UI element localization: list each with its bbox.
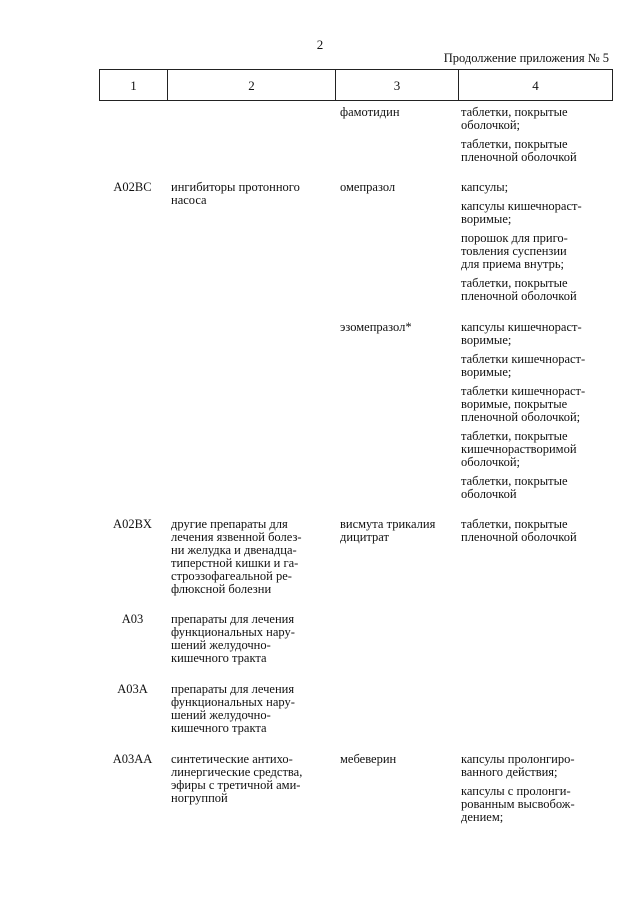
dosage-form-item — [461, 353, 611, 379]
dosage-forms — [461, 518, 611, 550]
dosage-form-line: воримые; — [461, 212, 512, 226]
dosage-form-item — [461, 475, 611, 501]
dosage-form-item — [461, 200, 611, 226]
dosage-form-item — [461, 518, 611, 544]
dosage-form-line: воримые; — [461, 365, 512, 379]
dosage-form-line: таблетки, покрытые — [461, 474, 568, 488]
dosage-forms — [461, 321, 611, 507]
dosage-form-item — [461, 232, 611, 271]
header-col-3: 3 — [336, 70, 459, 101]
atc-code: A03A — [117, 682, 148, 696]
dosage-form-line: капсулы; — [461, 180, 509, 194]
dosage-form-line: порошок для приго- — [461, 231, 568, 245]
dosage-forms — [461, 106, 611, 170]
dosage-form-line: рованным высвобож- — [461, 797, 575, 811]
group-line: кишечного тракта — [171, 651, 267, 665]
header-row — [100, 70, 613, 101]
drug-name — [340, 181, 458, 194]
group-line: ингибиторы протонного — [171, 180, 300, 194]
atc-code: A02BC — [113, 180, 152, 194]
dosage-form-item — [461, 321, 611, 347]
group-line: другие препараты для — [171, 517, 288, 531]
dosage-form-line: капсулы кишечнораст- — [461, 199, 582, 213]
anatomical-therapeutic-group — [171, 753, 333, 805]
dosage-form-line: пленочной оболочкой — [461, 530, 577, 544]
dosage-form-line: оболочкой — [461, 487, 517, 501]
dosage-form-line: таблетки, покрытые — [461, 276, 568, 290]
continuation-label: Продолжение приложения № 5 — [443, 51, 609, 65]
group-line: кишечного тракта — [171, 721, 267, 735]
dosage-form-line: кишечнорастворимой — [461, 442, 577, 456]
dosage-form-item — [461, 385, 611, 424]
dosage-form-line: для приема внутрь; — [461, 257, 565, 271]
column-header-table — [99, 69, 613, 101]
dosage-form-line: таблетки, покрытые — [461, 105, 568, 119]
group-line: ногруппой — [171, 791, 228, 805]
drug-name-line: мебеверин — [340, 752, 397, 766]
group-line: типерстной кишки и га- — [171, 556, 299, 570]
anatomical-therapeutic-group — [171, 181, 333, 207]
dosage-form-line: пленочной оболочкой; — [461, 410, 581, 424]
dosage-form-line: таблетки кишечнораст- — [461, 384, 586, 398]
group-line: строэзофагеальной ре- — [171, 569, 292, 583]
dosage-form-line: пленочной оболочкой — [461, 150, 577, 164]
dosage-form-line: пленочной оболочкой — [461, 289, 577, 303]
group-line: насоса — [171, 193, 207, 207]
drug-name-line: висмута трикалия — [340, 517, 436, 531]
drug-name-line: фамотидин — [340, 105, 400, 119]
dosage-form-line: товления суспензии — [461, 244, 567, 258]
header-col-1: 1 — [100, 70, 168, 101]
dosage-form-line: таблетки, покрытые — [461, 429, 568, 443]
drug-name — [340, 106, 458, 119]
drug-name — [340, 518, 458, 544]
header-col-4: 4 — [459, 70, 613, 101]
drug-name-line: дицитрат — [340, 530, 389, 544]
group-line: функциональных нару- — [171, 625, 295, 639]
dosage-form-line: таблетки, покрытые — [461, 137, 568, 151]
group-line: препараты для лечения — [171, 612, 295, 626]
group-line: линергические средства, — [171, 765, 303, 779]
dosage-forms — [461, 753, 611, 830]
atc-code: A03 — [121, 612, 144, 626]
group-line: препараты для лечения — [171, 682, 295, 696]
dosage-forms — [461, 181, 611, 309]
dosage-form-item — [461, 785, 611, 824]
dosage-form-line: дением; — [461, 810, 504, 824]
header-col-2: 2 — [168, 70, 336, 101]
drug-name — [340, 321, 458, 334]
dosage-form-line: оболочкой; — [461, 455, 520, 469]
dosage-form-line: воримые; — [461, 333, 512, 347]
anatomical-therapeutic-group — [171, 518, 333, 596]
dosage-form-item — [461, 753, 611, 779]
drug-name-line: омепразол — [340, 180, 396, 194]
drug-name-line: эзомепразол* — [340, 320, 412, 334]
atc-code: A03AA — [112, 752, 153, 766]
dosage-form-line: ванного действия; — [461, 765, 558, 779]
dosage-form-line: воримые, покрытые — [461, 397, 568, 411]
dosage-form-line: таблетки, покрытые — [461, 517, 568, 531]
dosage-form-line: капсулы с пролонги- — [461, 784, 571, 798]
dosage-form-line: таблетки кишечнораст- — [461, 352, 586, 366]
group-line: флюксной болезни — [171, 582, 272, 596]
group-line: шений желудочно- — [171, 638, 271, 652]
group-line: ни желудка и двенадца- — [171, 543, 297, 557]
dosage-form-line: капсулы пролонгиро- — [461, 752, 575, 766]
dosage-form-line: капсулы кишечнораст- — [461, 320, 582, 334]
atc-code: A02BX — [113, 517, 152, 531]
dosage-form-item — [461, 181, 611, 194]
group-line: эфиры с третичной ами- — [171, 778, 301, 792]
dosage-form-line: оболочкой; — [461, 118, 520, 132]
group-line: функциональных нару- — [171, 695, 295, 709]
group-line: лечения язвенной болез- — [171, 530, 302, 544]
dosage-form-item — [461, 277, 611, 303]
dosage-form-item — [461, 138, 611, 164]
anatomical-therapeutic-group — [171, 613, 333, 665]
dosage-form-item — [461, 106, 611, 132]
dosage-form-item — [461, 430, 611, 469]
page-number: 2 — [316, 37, 324, 52]
group-line: синтетические антихо- — [171, 752, 293, 766]
anatomical-therapeutic-group — [171, 683, 333, 735]
drug-name — [340, 753, 458, 766]
group-line: шений желудочно- — [171, 708, 271, 722]
